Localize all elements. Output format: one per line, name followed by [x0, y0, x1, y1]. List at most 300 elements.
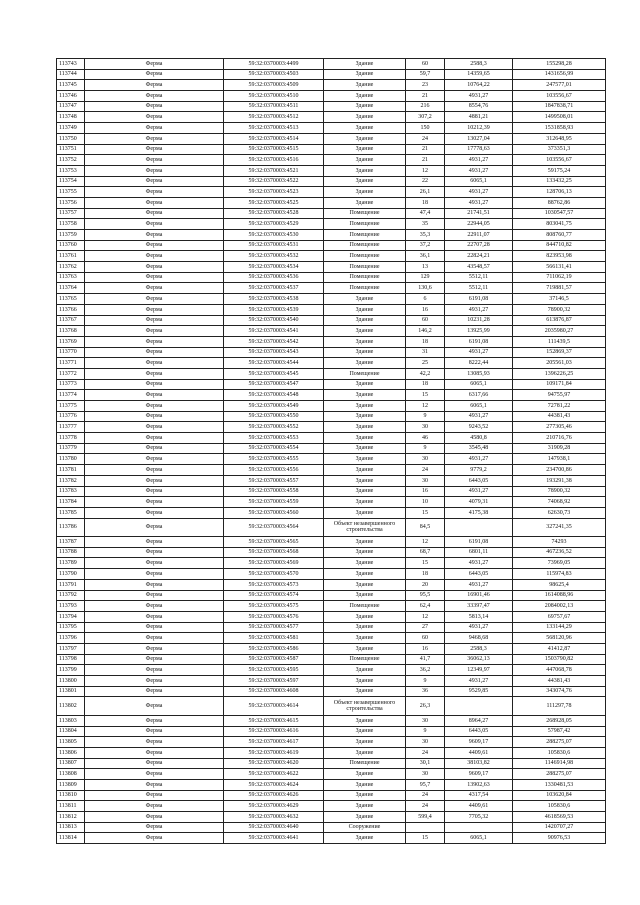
total-value-cell: 74068,92: [513, 497, 606, 508]
object-type-cell: Здание: [324, 80, 406, 91]
unit-price-cell: 4931,27: [445, 486, 513, 497]
object-type-cell: Здание: [324, 187, 406, 198]
record-id-cell: 113789: [57, 558, 85, 569]
total-value-cell: 566131,41: [513, 262, 606, 273]
total-value-cell: 247577,01: [513, 80, 606, 91]
table-row: [57, 758, 606, 769]
unit-price-cell: 8964,27: [445, 715, 513, 726]
table-row: [57, 123, 606, 134]
total-value-cell: 2035980,27: [513, 326, 606, 337]
total-value-cell: 1847838,71: [513, 101, 606, 112]
table-row: [57, 686, 606, 697]
object-type-cell: Здание: [324, 801, 406, 812]
table-row: [57, 654, 606, 665]
table-row: [57, 822, 606, 833]
cadastral-number-cell: 59:32:0370003:4539: [224, 304, 324, 315]
object-name-cell: Ферма: [85, 187, 224, 198]
unit-price-cell: 4931,27: [445, 91, 513, 102]
unit-price-cell: 6191,08: [445, 537, 513, 548]
area-cell: 22: [406, 176, 445, 187]
unit-price-cell: 9468,68: [445, 633, 513, 644]
table-row: [57, 579, 606, 590]
object-type-cell: Здание: [324, 833, 406, 844]
cadastral-number-cell: 59:32:0370003:4531: [224, 240, 324, 251]
object-name-cell: Ферма: [85, 654, 224, 665]
unit-price-cell: 10764,22: [445, 80, 513, 91]
unit-price-cell: 14359,65: [445, 69, 513, 80]
unit-price-cell: 6065,1: [445, 833, 513, 844]
record-id-cell: 113783: [57, 486, 85, 497]
record-id-cell: 113792: [57, 590, 85, 601]
object-name-cell: Ферма: [85, 133, 224, 144]
unit-price-cell: 4931,27: [445, 197, 513, 208]
object-type-cell: Здание: [324, 294, 406, 305]
unit-price-cell: 16901,46: [445, 590, 513, 601]
object-name-cell: Ферма: [85, 790, 224, 801]
total-value-cell: 103620,84: [513, 790, 606, 801]
record-id-cell: 113755: [57, 187, 85, 198]
total-value-cell: 111297,78: [513, 697, 606, 716]
cadastral-number-cell: 59:32:0370003:4553: [224, 433, 324, 444]
table-row: [57, 611, 606, 622]
object-name-cell: Ферма: [85, 69, 224, 80]
unit-price-cell: 4931,27: [445, 187, 513, 198]
unit-price-cell: 6317,66: [445, 390, 513, 401]
record-id-cell: 113760: [57, 240, 85, 251]
unit-price-cell: 10231,28: [445, 315, 513, 326]
object-name-cell: Ферма: [85, 697, 224, 716]
total-value-cell: 31909,28: [513, 443, 606, 454]
object-name-cell: Ферма: [85, 272, 224, 283]
area-cell: 21: [406, 155, 445, 166]
unit-price-cell: 6443,05: [445, 726, 513, 737]
unit-price-cell: 4931,27: [445, 304, 513, 315]
table-row: [57, 633, 606, 644]
object-name-cell: Ферма: [85, 411, 224, 422]
unit-price-cell: 6065,1: [445, 401, 513, 412]
cadastral-number-cell: 59:32:0370003:4560: [224, 507, 324, 518]
record-id-cell: 113773: [57, 379, 85, 390]
total-value-cell: 133432,25: [513, 176, 606, 187]
cadastral-number-cell: 59:32:0370003:4577: [224, 622, 324, 633]
object-type-cell: Здание: [324, 101, 406, 112]
unit-price-cell: 4881,21: [445, 112, 513, 123]
total-value-cell: 105830,6: [513, 747, 606, 758]
cadastral-number-cell: 59:32:0370003:4640: [224, 822, 324, 833]
cadastral-number-cell: 59:32:0370003:4512: [224, 112, 324, 123]
cadastral-number-cell: 59:32:0370003:4548: [224, 390, 324, 401]
table-row: [57, 208, 606, 219]
area-cell: 30: [406, 715, 445, 726]
total-value-cell: 41412,87: [513, 643, 606, 654]
table-row: [57, 411, 606, 422]
cadastral-number-cell: 59:32:0370003:4620: [224, 758, 324, 769]
area-cell: 60: [406, 315, 445, 326]
cadastral-number-cell: 59:32:0370003:4534: [224, 262, 324, 273]
area-cell: 216: [406, 101, 445, 112]
cadastral-number-cell: 59:32:0370003:4552: [224, 422, 324, 433]
cadastral-number-cell: 59:32:0370003:4574: [224, 590, 324, 601]
record-id-cell: 113750: [57, 133, 85, 144]
table-row: [57, 433, 606, 444]
area-cell: 15: [406, 833, 445, 844]
table-row: [57, 315, 606, 326]
area-cell: 95,5: [406, 590, 445, 601]
record-id-cell: 113802: [57, 697, 85, 716]
record-id-cell: 113788: [57, 547, 85, 558]
total-value-cell: 268928,05: [513, 715, 606, 726]
record-id-cell: 113744: [57, 69, 85, 80]
total-value-cell: 1420707,27: [513, 822, 606, 833]
record-id-cell: 113790: [57, 569, 85, 580]
area-cell: 21: [406, 91, 445, 102]
object-type-cell: Здание: [324, 812, 406, 823]
area-cell: 36: [406, 686, 445, 697]
table-row: [57, 665, 606, 676]
object-name-cell: Ферма: [85, 379, 224, 390]
total-value-cell: 4618569,53: [513, 812, 606, 823]
cadastral-number-cell: 59:32:0370003:4545: [224, 368, 324, 379]
cadastral-number-cell: 59:32:0370003:4564: [224, 518, 324, 537]
total-value-cell: 152869,37: [513, 347, 606, 358]
object-type-cell: Здание: [324, 475, 406, 486]
area-cell: 599,4: [406, 812, 445, 823]
cadastral-number-cell: 59:32:0370003:4536: [224, 272, 324, 283]
table-row: [57, 697, 606, 716]
object-type-cell: Здание: [324, 590, 406, 601]
table-row: [57, 230, 606, 241]
table-row: [57, 780, 606, 791]
record-id-cell: 113807: [57, 758, 85, 769]
total-value-cell: 803041,75: [513, 219, 606, 230]
cadastral-number-cell: 59:32:0370003:4547: [224, 379, 324, 390]
record-id-cell: 113767: [57, 315, 85, 326]
object-name-cell: Ферма: [85, 433, 224, 444]
area-cell: 9: [406, 443, 445, 454]
object-type-cell: Здание: [324, 155, 406, 166]
record-id-cell: 113752: [57, 155, 85, 166]
object-type-cell: Здание: [324, 401, 406, 412]
table-row: [57, 197, 606, 208]
total-value-cell: 1503790,82: [513, 654, 606, 665]
unit-price-cell: 12349,97: [445, 665, 513, 676]
total-value-cell: 447068,78: [513, 665, 606, 676]
cadastral-number-cell: 59:32:0370003:4532: [224, 251, 324, 262]
total-value-cell: 1146914,98: [513, 758, 606, 769]
record-id-cell: 113768: [57, 326, 85, 337]
area-cell: 12: [406, 401, 445, 412]
area-cell: 30: [406, 769, 445, 780]
object-name-cell: Ферма: [85, 822, 224, 833]
total-value-cell: 844710,82: [513, 240, 606, 251]
cadastral-number-cell: 59:32:0370003:4514: [224, 133, 324, 144]
object-type-cell: Помещение: [324, 262, 406, 273]
unit-price-cell: [445, 822, 513, 833]
area-cell: 47,4: [406, 208, 445, 219]
object-name-cell: Ферма: [85, 475, 224, 486]
property-table-body: [57, 59, 606, 844]
object-name-cell: Ферма: [85, 368, 224, 379]
record-id-cell: 113759: [57, 230, 85, 241]
object-name-cell: Ферма: [85, 715, 224, 726]
object-type-cell: Здание: [324, 176, 406, 187]
area-cell: 37,2: [406, 240, 445, 251]
table-row: [57, 240, 606, 251]
object-name-cell: Ферма: [85, 465, 224, 476]
object-name-cell: Ферма: [85, 812, 224, 823]
object-name-cell: Ферма: [85, 401, 224, 412]
total-value-cell: 128706,13: [513, 187, 606, 198]
table-row: [57, 155, 606, 166]
cadastral-number-cell: 59:32:0370003:4614: [224, 697, 324, 716]
unit-price-cell: 5813,14: [445, 611, 513, 622]
table-row: [57, 251, 606, 262]
object-type-cell: Здание: [324, 622, 406, 633]
unit-price-cell: 10212,39: [445, 123, 513, 134]
unit-price-cell: 33397,47: [445, 601, 513, 612]
unit-price-cell: 8222,44: [445, 358, 513, 369]
unit-price-cell: 17778,63: [445, 144, 513, 155]
record-id-cell: 113746: [57, 91, 85, 102]
object-type-cell: Здание: [324, 497, 406, 508]
object-name-cell: Ферма: [85, 833, 224, 844]
area-cell: 35: [406, 219, 445, 230]
object-type-cell: Здание: [324, 747, 406, 758]
unit-price-cell: 4931,27: [445, 165, 513, 176]
table-row: [57, 101, 606, 112]
record-id-cell: 113803: [57, 715, 85, 726]
unit-price-cell: 4409,61: [445, 801, 513, 812]
object-type-cell: Здание: [324, 358, 406, 369]
unit-price-cell: 36062,13: [445, 654, 513, 665]
area-cell: 24: [406, 133, 445, 144]
total-value-cell: 147938,1: [513, 454, 606, 465]
total-value-cell: 808760,77: [513, 230, 606, 241]
unit-price-cell: 4317,54: [445, 790, 513, 801]
object-name-cell: Ферма: [85, 208, 224, 219]
area-cell: 10: [406, 497, 445, 508]
object-name-cell: Ферма: [85, 240, 224, 251]
object-name-cell: Ферма: [85, 737, 224, 748]
cadastral-number-cell: 59:32:0370003:4558: [224, 486, 324, 497]
area-cell: 20: [406, 579, 445, 590]
area-cell: 30,1: [406, 758, 445, 769]
object-name-cell: Ферма: [85, 686, 224, 697]
unit-price-cell: 13902,63: [445, 780, 513, 791]
object-type-cell: Помещение: [324, 601, 406, 612]
object-name-cell: Ферма: [85, 537, 224, 548]
table-row: [57, 336, 606, 347]
object-name-cell: Ферма: [85, 176, 224, 187]
object-type-cell: Объект незавершенного строительства: [324, 518, 406, 537]
record-id-cell: 113782: [57, 475, 85, 486]
object-type-cell: Сооружение: [324, 822, 406, 833]
area-cell: 25: [406, 358, 445, 369]
unit-price-cell: 9529,85: [445, 686, 513, 697]
area-cell: 15: [406, 558, 445, 569]
unit-price-cell: 13925,99: [445, 326, 513, 337]
total-value-cell: 373351,3: [513, 144, 606, 155]
object-type-cell: Помещение: [324, 251, 406, 262]
object-name-cell: Ферма: [85, 665, 224, 676]
object-name-cell: Ферма: [85, 643, 224, 654]
object-type-cell: Здание: [324, 643, 406, 654]
object-type-cell: Помещение: [324, 758, 406, 769]
cadastral-number-cell: 59:32:0370003:4597: [224, 676, 324, 687]
total-value-cell: 343074,76: [513, 686, 606, 697]
record-id-cell: 113813: [57, 822, 85, 833]
unit-price-cell: 22707,28: [445, 240, 513, 251]
object-type-cell: Здание: [324, 537, 406, 548]
total-value-cell: 193291,38: [513, 475, 606, 486]
cadastral-number-cell: 59:32:0370003:4529: [224, 219, 324, 230]
unit-price-cell: [445, 518, 513, 537]
table-row: [57, 497, 606, 508]
total-value-cell: 37146,5: [513, 294, 606, 305]
cadastral-number-cell: 59:32:0370003:4570: [224, 569, 324, 580]
table-row: [57, 507, 606, 518]
cadastral-number-cell: 59:32:0370003:4557: [224, 475, 324, 486]
record-id-cell: 113804: [57, 726, 85, 737]
table-row: [57, 676, 606, 687]
cadastral-number-cell: 59:32:0370003:4542: [224, 336, 324, 347]
object-name-cell: Ферма: [85, 294, 224, 305]
table-row: [57, 69, 606, 80]
cadastral-number-cell: 59:32:0370003:4541: [224, 326, 324, 337]
object-type-cell: Здание: [324, 737, 406, 748]
unit-price-cell: 9243,52: [445, 422, 513, 433]
table-row: [57, 347, 606, 358]
total-value-cell: 1614088,96: [513, 590, 606, 601]
record-id-cell: 113785: [57, 507, 85, 518]
cadastral-number-cell: 59:32:0370003:4615: [224, 715, 324, 726]
cadastral-number-cell: 59:32:0370003:4569: [224, 558, 324, 569]
object-name-cell: Ферма: [85, 59, 224, 70]
unit-price-cell: 3545,48: [445, 443, 513, 454]
object-type-cell: Здание: [324, 547, 406, 558]
object-type-cell: Здание: [324, 390, 406, 401]
cadastral-number-cell: 59:32:0370003:4537: [224, 283, 324, 294]
area-cell: 36,1: [406, 251, 445, 262]
total-value-cell: 467236,52: [513, 547, 606, 558]
table-row: [57, 812, 606, 823]
object-type-cell: Здание: [324, 486, 406, 497]
cadastral-number-cell: 59:32:0370003:4629: [224, 801, 324, 812]
record-id-cell: 113765: [57, 294, 85, 305]
unit-price-cell: 4931,27: [445, 622, 513, 633]
area-cell: 26,3: [406, 697, 445, 716]
table-row: [57, 833, 606, 844]
table-row: [57, 144, 606, 155]
object-name-cell: Ферма: [85, 726, 224, 737]
total-value-cell: 1396226,25: [513, 368, 606, 379]
cadastral-number-cell: 59:32:0370003:4540: [224, 315, 324, 326]
total-value-cell: 62630,73: [513, 507, 606, 518]
area-cell: 30: [406, 454, 445, 465]
cadastral-number-cell: 59:32:0370003:4624: [224, 780, 324, 791]
record-id-cell: 113776: [57, 411, 85, 422]
cadastral-number-cell: 59:32:0370003:4544: [224, 358, 324, 369]
total-value-cell: 155298,28: [513, 59, 606, 70]
table-row: [57, 715, 606, 726]
area-cell: 62,4: [406, 601, 445, 612]
total-value-cell: 1499508,01: [513, 112, 606, 123]
object-name-cell: Ферма: [85, 112, 224, 123]
area-cell: 18: [406, 336, 445, 347]
unit-price-cell: 43548,57: [445, 262, 513, 273]
total-value-cell: 103556,67: [513, 155, 606, 166]
record-id-cell: 113747: [57, 101, 85, 112]
total-value-cell: 105830,6: [513, 801, 606, 812]
table-row: [57, 91, 606, 102]
object-name-cell: Ферма: [85, 347, 224, 358]
record-id-cell: 113766: [57, 304, 85, 315]
cadastral-number-cell: 59:32:0370003:4595: [224, 665, 324, 676]
unit-price-cell: 9609,17: [445, 737, 513, 748]
unit-price-cell: 4580,8: [445, 433, 513, 444]
object-name-cell: Ферма: [85, 590, 224, 601]
area-cell: 24: [406, 790, 445, 801]
area-cell: 30: [406, 475, 445, 486]
object-type-cell: Здание: [324, 715, 406, 726]
record-id-cell: 113748: [57, 112, 85, 123]
total-value-cell: 72781,22: [513, 401, 606, 412]
table-row: [57, 422, 606, 433]
cadastral-number-cell: 59:32:0370003:4608: [224, 686, 324, 697]
record-id-cell: 113811: [57, 801, 85, 812]
cadastral-number-cell: 59:32:0370003:4575: [224, 601, 324, 612]
record-id-cell: 113797: [57, 643, 85, 654]
object-type-cell: Здание: [324, 726, 406, 737]
object-type-cell: Помещение: [324, 230, 406, 241]
table-row: [57, 379, 606, 390]
object-type-cell: Здание: [324, 336, 406, 347]
cadastral-number-cell: 59:32:0370003:4626: [224, 790, 324, 801]
table-row: [57, 368, 606, 379]
cadastral-number-cell: 59:32:0370003:4586: [224, 643, 324, 654]
record-id-cell: 113761: [57, 251, 85, 262]
record-id-cell: 113762: [57, 262, 85, 273]
area-cell: 16: [406, 486, 445, 497]
total-value-cell: 2084002,13: [513, 601, 606, 612]
object-type-cell: Объект незавершенного строительства: [324, 697, 406, 716]
cadastral-number-cell: 59:32:0370003:4587: [224, 654, 324, 665]
area-cell: 31: [406, 347, 445, 358]
table-row: [57, 769, 606, 780]
unit-price-cell: 6065,1: [445, 379, 513, 390]
table-row: [57, 443, 606, 454]
object-name-cell: Ферма: [85, 123, 224, 134]
object-name-cell: Ферма: [85, 547, 224, 558]
record-id-cell: 113798: [57, 654, 85, 665]
object-name-cell: Ферма: [85, 197, 224, 208]
table-row: [57, 165, 606, 176]
unit-price-cell: 6443,05: [445, 475, 513, 486]
area-cell: [406, 822, 445, 833]
cadastral-number-cell: 59:32:0370003:4622: [224, 769, 324, 780]
table-row: [57, 547, 606, 558]
object-name-cell: Ферма: [85, 507, 224, 518]
area-cell: 16: [406, 304, 445, 315]
table-row: [57, 737, 606, 748]
object-name-cell: Ферма: [85, 569, 224, 580]
total-value-cell: 823953,98: [513, 251, 606, 262]
area-cell: 24: [406, 747, 445, 758]
object-name-cell: Ферма: [85, 633, 224, 644]
unit-price-cell: 22824,21: [445, 251, 513, 262]
total-value-cell: 288275,07: [513, 737, 606, 748]
unit-price-cell: 4409,61: [445, 747, 513, 758]
